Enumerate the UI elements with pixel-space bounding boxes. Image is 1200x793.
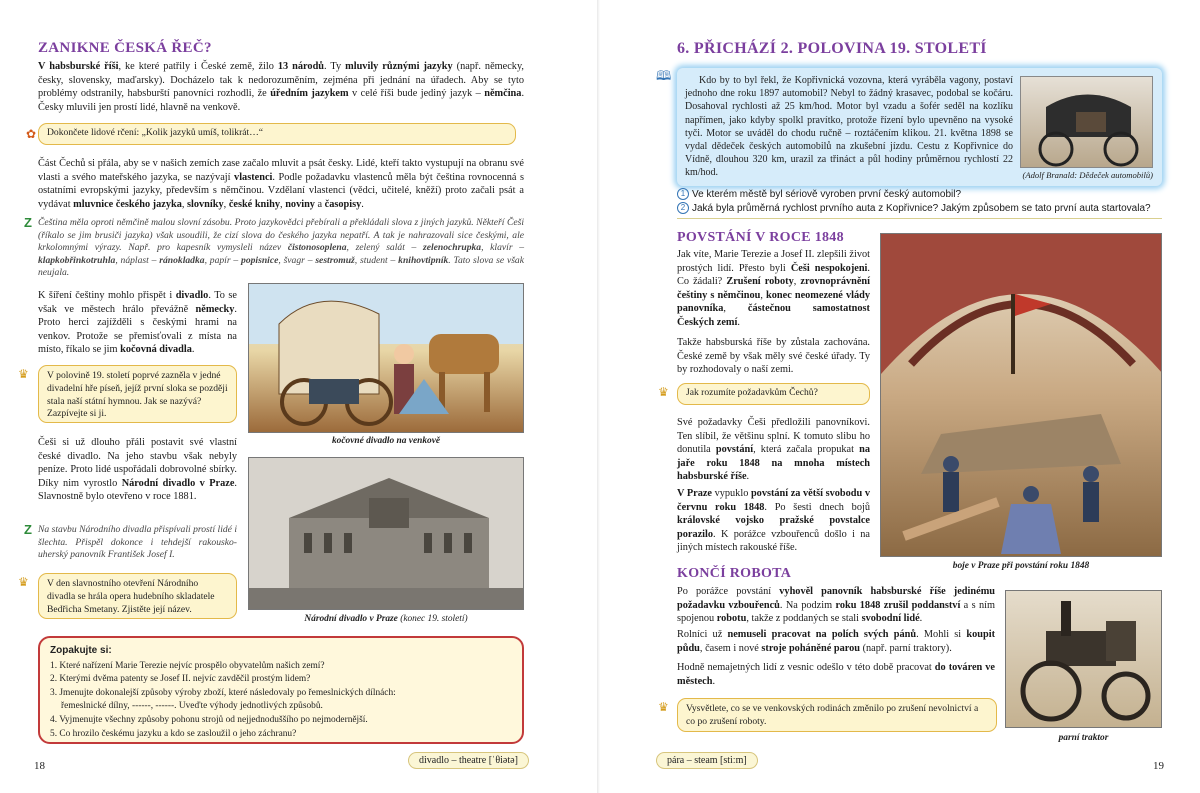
page-number: 18	[34, 760, 45, 772]
number-2-icon: 2	[677, 202, 689, 214]
review-item: 5. Co hrozilo českému jazyku a kdo se zasloužil o jeho záchranu?	[50, 728, 297, 739]
book-icon: 🕮	[656, 69, 672, 84]
figure-caption: kočovné divadlo na venkově	[331, 436, 441, 446]
figure-caption: Národní divadlo v Praze (konec 19. století)	[304, 614, 468, 624]
illustration-prague-uprising	[880, 233, 1162, 557]
task-box: V den slavnostního otevření Národního divadla se hrála opera hudebního skladatele Bedřicha Smetany. Zjistěte její název.	[38, 573, 237, 619]
note-text: Čeština měla oproti němčině malou slovní zásobu. Proto jazykovědci přebírali a překládali slova z jiných jazyků. Někteří Češi (říkalo se jim brusiči jazyka) však usoudili, že cizí slova do českého jazyka nepatří. A tak je nahrazovali sice českými, ale krkolomnými výrazy. Např. pro kapesník vymysleli název čistonosoplena, zelený salát – zelenochrupka, klavír – klapkobřinkotruhla, náplast – ránokladka, papír – popisnice, švagr – sestromuž, student – knihovtipník. Tato slova se však neujala.	[38, 217, 525, 279]
uprising-drawing	[881, 234, 1162, 557]
task-box: Dokončete lidové rčení: „Kolik jazyků umíš, tolikrát…“	[38, 123, 516, 145]
note-z-icon: Z	[24, 215, 32, 230]
steam-tractor-drawing	[1006, 591, 1162, 728]
paragraph: V Praze vypuklo povstání za větší svobodu v červnu roku 1848. Po šesti dnech bojů královské vojsko pražské povstalce porazilo. K porážce vzbouřenců došlo i na jiných místech rakouské říše.	[677, 488, 870, 554]
illustration-national-theatre	[248, 457, 524, 610]
task-box: V polovině 19. století poprvé zazněla v jedné divadelní hře píseň, jejíž první sloka se později stala naší státní hymnou. Jak se nazývá? Zazpívejte si ji.	[38, 365, 237, 423]
section-title: ZANIKNE ČESKÁ ŘEČ?	[38, 40, 212, 56]
theatre-wagon-drawing	[249, 284, 524, 433]
note-text: Na stavbu Národního divadla přispívali prostí lidé i šlechta. Přispěl dokonce i tehdejší rakousko-uherský panovník František Josef I.	[38, 524, 237, 561]
illustration-travelling-theatre	[248, 283, 524, 433]
car-drawing	[1021, 77, 1154, 169]
photo-first-car	[1020, 76, 1153, 168]
figure-caption: parní traktor	[1058, 733, 1109, 743]
intro-caption: (Adolf Branald: Dědeček automobilů)	[1022, 170, 1153, 180]
intro-text: Kdo by to byl řekl, že Kopřivnická vozovna, která vyráběla vagony, postaví jednoho dne roku 1897 automobil? Nebyl to žádný krasavec, podobal se kočáru. Dosahoval rychlosti až 25 km/hod. Motor byl vzadu a šofér seděl na kozlíku napřímen, jako kdyby spolkl pravítko, protože řízení bylo upevněno na vysoké tyči. Motor se uváděl do chodu ručně – roztáčením klikou. 21. května 1898 se vydal dědeček českých automobilů na zkušební jízdu. Cestu z Kopřivnice do Vídně, dlouhou 320 km, urazil za třináct a půl hodiny průměrnou rychlostí 22 km/hod.	[685, 75, 1013, 179]
question-1: 1 Ve kterém městě byl sériově vyroben první český automobil?	[677, 188, 1162, 201]
paragraph: Své požadavky Češi předložili panovníkovi. Ten slíbil, že většinu splní. K tomuto slibu ho donutila povstání, která začala propukat na jaře roku 1848 na mnoha místech habsburské říše.	[677, 417, 870, 483]
crown-task-icon: ♛	[18, 367, 29, 381]
paragraph: V habsburské říši, ke které patřily i České země, žilo 13 národů. Ty mluvily různými jazyky (např. německy, česky, slovensky, maďarsky). Docházelo tak k nedorozuměním, zejména při jednání na úřadech. Aby se tyto problémy odstranily, habsburští panovníci rozhodli, že úředním jazykem v celé říši bude jediný jazyk – němčina. Česky mluvili jen prostí lidé, hlavně na venkově.	[38, 61, 525, 113]
review-box	[38, 636, 524, 744]
number-1-icon: 1	[677, 188, 689, 200]
right-page	[600, 0, 1200, 793]
crown-task-icon: ♛	[18, 575, 29, 589]
paragraph: K šíření češtiny mohlo přispět i divadlo. To se však ve městech hrálo převážně německy. Proto herci zajížděli s českými hrami na venkov. Protože se přemisťovali z místa na místo, říkalo se jim kočovná divadla.	[38, 290, 237, 356]
review-item: řemeslnické dílny, ------, ------. Uveďte výhody jednotlivých způsobů.	[61, 701, 323, 712]
review-item: 4. Vyjmenujte všechny způsoby pohonu strojů od nejjednoduššího po nejmodernější.	[50, 714, 368, 725]
chapter-title: 6. PŘICHÁZÍ 2. POLOVINA 19. STOLETÍ	[677, 40, 987, 57]
review-item: 2. Kterými dvěma patenty se Josef II. nejvíc zavděčil prostým lidem?	[50, 674, 311, 685]
crown-task-icon: ♛	[658, 385, 669, 399]
question-2: 2 Jaká byla průměrná rychlost prvního auta z Kopřivnice? Jakým způsobem se tato první auta startovala?	[677, 202, 1162, 215]
page-number: 19	[1153, 760, 1164, 772]
section-title: POVSTÁNÍ V ROCE 1848	[677, 230, 844, 245]
vocabulary-box: divadlo – theatre [ˈθiətə]	[408, 752, 529, 769]
task-box: Jak rozumíte požadavkům Čechů?	[677, 383, 870, 405]
divider	[677, 218, 1162, 219]
review-item: 1. Které nařízení Marie Terezie nejvíc prospělo obyvatelům našich zemí?	[50, 660, 325, 671]
vocabulary-box: pára – steam [stiːm]	[656, 752, 758, 769]
paragraph: Takže habsburská říše by zůstala zachována. České země by však měly své české úřady. Ty by rozhodovaly o naší zemi.	[677, 337, 870, 376]
note-z-icon: Z	[24, 522, 32, 537]
task-box: Vysvětlete, co se ve venkovských rodinách změnilo po zrušení nevolnictví a co po zrušení roboty.	[677, 698, 997, 732]
paragraph: Po porážce povstání vyhověl panovník habsburské říše jedinému požadavku vzbouřenců. Na podzim roku 1848 zrušil poddanství a s ním spojenou robotu, takže z poddaných se stali svobodní lidé.	[677, 586, 995, 625]
puzzle-icon: ✿	[26, 127, 37, 141]
photo-steam-tractor	[1005, 590, 1162, 728]
figure-caption: boje v Praze při povstání roku 1848	[952, 561, 1090, 571]
intro-reading-box	[677, 68, 1162, 186]
paragraph: Rolníci už nemuseli pracovat na polích svých pánů. Mohli si koupit půdu, časem i nové stroje poháněné parou (např. parní traktory).	[677, 629, 996, 654]
section-title: KONČÍ ROBOTA	[677, 566, 792, 581]
paragraph: Češi si už dlouho přáli postavit své vlastní české divadlo. Na jeho stavbu však nebyly peníze. Proto lidé uspořádali dobrovolné sbírky. Díky nim vyrostlo Národní divadlo v Praze. Slavnostně bylo otevřeno v roce 1881.	[38, 437, 237, 503]
paragraph: Hodně nemajetných lidí z vesnic odešlo v této době pracovat do továren ve městech.	[677, 662, 995, 687]
crown-task-icon: ♛	[658, 700, 669, 714]
national-theatre-drawing	[249, 458, 524, 610]
paragraph: Jak víte, Marie Terezie a Josef II. zlepšili život prostých lidí. Přesto byli Češi nespokojeni. Co žádali? Zrušení roboty, zrovnoprávnění češtiny s němčinou, konec neomezené vlády panovníka, částečnou samostatnost Českých zemí.	[677, 249, 870, 328]
review-item: 3. Jmenujte dokonalejší způsoby výroby zboží, které následovaly po řemeslnických dílnách:	[50, 687, 396, 698]
paragraph: Část Čechů si přála, aby se v našich zemích zase začalo mluvit a psát česky. Lidé, kteří takto vystupují na obranu své vlasti a svého mateřského jazyka, se nazývají vlastenci. Podle požadavku vlastenců měla být čeština rovnocenná s ostatními evropskými jazyky, především s němčinou. Vzdělaní vlastenci (vědci, učitelé, kněží) proto začali psát a vydávat mluvnice českého jazyka, slovníky, české knihy, noviny a časopisy.	[38, 158, 525, 210]
review-title: Zopakujte si:	[50, 645, 112, 656]
